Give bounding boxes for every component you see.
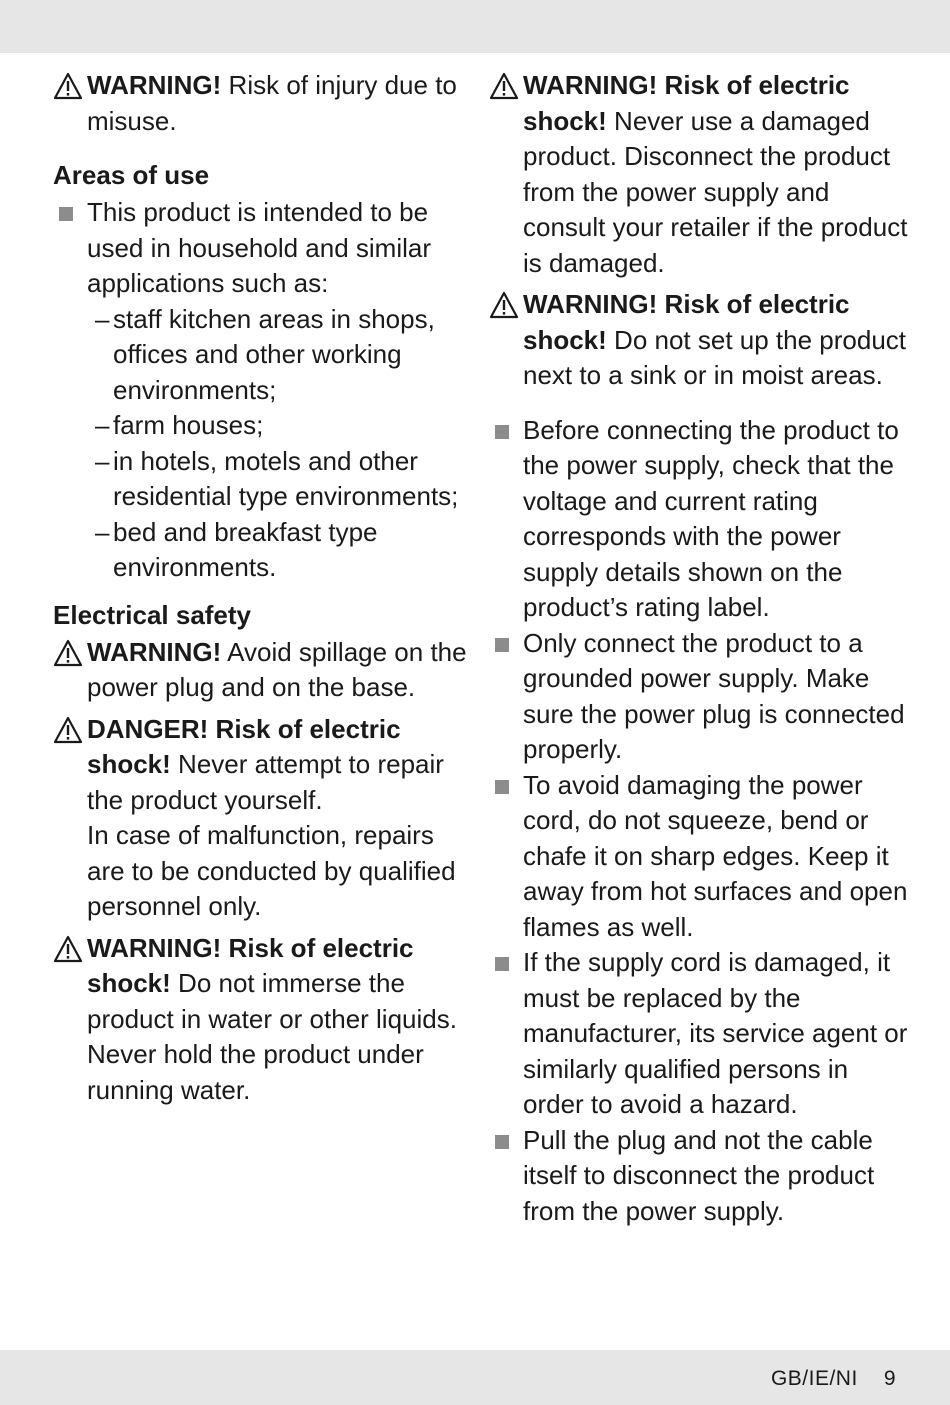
square-bullet-icon <box>495 638 509 652</box>
warning-triangle-icon <box>53 639 83 667</box>
list-item-text: Only connect the product to a grounded power supply. Make sure the power plug is connected properly. <box>523 627 905 764</box>
warning-misuse <box>53 68 473 139</box>
sub-list-item: – staff kitchen areas in shops, offices and other working environments; <box>95 303 435 405</box>
warning-damaged <box>489 68 909 281</box>
warning-label: WARNING! Risk of electric shock! <box>523 70 850 136</box>
warning-text-2: Never hold the product under running water. <box>87 1039 424 1105</box>
footer <box>771 1367 896 1391</box>
warning-text: Do not immerse the product in water or other liquids. <box>87 968 457 1034</box>
list-item <box>489 1123 909 1230</box>
list-item <box>489 626 909 768</box>
list-item-text: If the supply cord is damaged, it must be replaced by the manufacturer, its service agent or similarly qualified persons in order to avoid a hazard. <box>523 947 908 1119</box>
left-column <box>53 68 473 1114</box>
sub-list-text: in hotels, motels and other residential type environments; <box>113 445 459 511</box>
right-column <box>489 68 909 1229</box>
footer-band <box>0 1350 950 1405</box>
list-item <box>489 945 909 1123</box>
warning-text: Risk of injury due to misuse. <box>87 70 457 136</box>
warning-label: WARNING! <box>87 70 222 100</box>
areas-of-use-heading: Areas of use <box>53 160 210 190</box>
electrical-safety-heading: Electrical safety <box>53 599 252 630</box>
warning-sink <box>489 287 909 394</box>
list-item-text: Pull the plug and not the cable itself to disconnect the product from the power supply. <box>523 1124 875 1226</box>
sub-list-text: bed and breakfast type environments. <box>113 516 378 582</box>
warning-label: WARNING! Risk of electric shock! <box>523 289 850 355</box>
warning-triangle-icon <box>53 935 83 963</box>
square-bullet-icon <box>59 207 73 221</box>
sub-list-item: – farm houses; <box>95 410 264 440</box>
warning-label: WARNING! Risk of electric shock! <box>87 932 414 998</box>
warning-immerse <box>53 931 473 1109</box>
warning-triangle-icon <box>489 72 519 100</box>
list-item <box>489 768 909 946</box>
warning-triangle-icon <box>53 716 83 744</box>
page-number: 9 <box>883 1367 896 1390</box>
warning-text: Do not set up the product next to a sink or in moist areas. <box>523 324 907 390</box>
square-bullet-icon <box>495 780 509 794</box>
sub-list-item: – bed and breakfast type environments. <box>95 516 378 582</box>
warning-text: Avoid spillage on the power plug and on the base. <box>87 636 467 702</box>
danger-text: Never attempt to repair the product yourself. <box>87 749 444 815</box>
danger-text-2: In case of malfunction, repairs are to be conducted by qualified personnel only. <box>87 820 456 921</box>
square-bullet-icon <box>495 425 509 439</box>
warning-text: Never use a damaged product. Disconnect the product from the power supply and consult your retailer if the product is damaged. <box>523 105 908 278</box>
region-code: GB/IE/NI <box>770 1367 858 1390</box>
danger-repair <box>53 712 473 925</box>
list-item <box>489 413 909 626</box>
warning-label: WARNING! <box>87 636 222 667</box>
list-item-text: Before connecting the product to the power supply, check that the voltage and current rating corresponds with the power supply details shown on the product’s rating label. <box>523 414 899 622</box>
list-item-text: To avoid damaging the power cord, do not squeeze, bend or chafe it on sharp edges. Keep it away from hot surfaces and open flames as well. <box>523 769 908 942</box>
square-bullet-icon <box>495 957 509 971</box>
sub-list-text: farm houses; <box>113 410 264 440</box>
warning-triangle-icon <box>53 72 83 100</box>
areas-intro: This product is intended to be used in household and similar applications such as: <box>87 197 431 298</box>
warning-triangle-icon <box>489 291 519 319</box>
square-bullet-icon <box>495 1135 509 1149</box>
top-band <box>0 0 950 53</box>
list-item <box>53 195 473 302</box>
warning-spillage <box>53 635 473 706</box>
sub-list-item: – in hotels, motels and other residential type environments; <box>95 445 459 511</box>
sub-list-text: staff kitchen areas in shops, offices and other working environments; <box>113 303 435 405</box>
danger-label: DANGER! Risk of electric shock! <box>87 713 401 779</box>
